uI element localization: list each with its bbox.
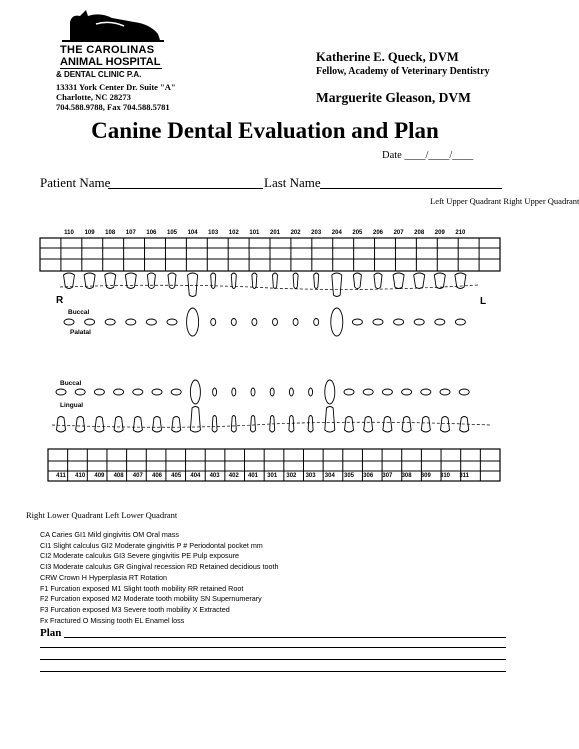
buccal-label-lower: Buccal [60,380,82,387]
lower-tooth-outline [133,417,142,433]
lower-tooth-outline [172,417,181,433]
lower-tooth-outline [383,417,392,433]
clinic-name-line3: & DENTAL CLINIC P.A. [56,70,142,79]
upper-occlusal-outline [187,308,199,336]
lower-occlusal-outline [421,389,431,395]
legend-line: Fx Fractured O Missing tooth EL Enamel loss [40,615,185,625]
upper-tooth-outline [374,273,382,289]
upper-occlusal-outline [331,308,343,336]
legend-line: CI1 Slight calculus GI2 Moderate gingivitis P # Periodontal pocket mm [40,540,263,550]
lower-occlusal-outline [171,389,181,395]
lower-tooth-number: 411 [56,473,66,479]
upper-tooth-outline [353,273,361,289]
upper-tooth-outline [125,273,136,289]
upper-tooth-number: 202 [290,230,301,236]
upper-occlusal-outline [373,319,383,325]
lower-tooth-number: 402 [228,473,239,479]
upper-tooth-number: 209 [434,230,445,236]
doctor-title-1: Fellow, Academy of Veterinary Dentistry [316,66,490,77]
plan-line[interactable] [40,671,506,672]
lower-occlusal-outline [459,389,469,395]
lower-tooth-number: 308 [401,473,412,479]
lower-tooth-number: 304 [324,473,335,479]
lower-tooth-number: 305 [343,473,354,479]
lower-occlusal-outline [344,389,354,395]
upper-tooth-number: 106 [146,230,157,236]
upper-tooth-outline [332,273,342,297]
lower-occlusal-outline [440,389,450,395]
upper-occlusal-outline [394,319,404,325]
legend-line: CI2 Moderate calculus GI3 Severe gingivitis PE Pulp exposure [40,551,239,561]
upper-tooth-number: 210 [455,230,466,236]
upper-occlusal-outline [435,319,445,325]
lower-tooth-outline [325,407,335,433]
legend-line: F2 Furcation exposed M2 Moderate tooth mobility SN Supernumerary [40,594,262,604]
upper-tooth-outline [434,273,445,289]
lower-occlusal-outline [190,380,200,404]
lower-occlusal-outline [402,389,412,395]
lingual-label: Lingual [60,402,84,409]
clinic-phone: 704.588.9788, Fax 704.588.5781 [56,102,170,112]
lower-occlusal-outline [289,388,293,396]
lower-tooth-outline [308,416,313,433]
upper-occlusal-outline [352,319,362,325]
upper-occlusal-outline [105,319,115,325]
lower-quadrant-labels: Right Lower Quadrant Left Lower Quadrant [26,510,178,520]
upper-tooth-number: 102 [228,230,239,236]
lower-tooth-outline [114,417,123,433]
upper-tooth-outline [314,273,319,289]
upper-tooth-outline [147,273,155,289]
upper-tooth-outline [188,273,198,297]
lower-occlusal-outline [75,389,85,395]
upper-tooth-outline [105,273,116,289]
upper-tooth-outline [168,273,176,289]
upper-tooth-number: 205 [352,230,363,236]
upper-tooth-number: 109 [84,230,95,236]
plan-line[interactable] [40,647,506,648]
upper-tooth-number: 107 [125,230,136,236]
upper-tooth-number: 204 [331,230,342,236]
lower-tooth-outline [364,417,373,433]
lower-tooth-outline [345,417,354,433]
upper-tooth-number: 104 [187,230,198,236]
upper-tooth-outline [273,273,278,289]
lower-tooth-number: 310 [439,473,450,479]
upper-occlusal-outline [273,319,278,326]
upper-occlusal-outline [414,319,424,325]
lower-tooth-outline [251,416,256,433]
lower-occlusal-outline [382,389,392,395]
upper-tooth-number: 108 [105,230,116,236]
upper-occlusal-outline [167,319,177,325]
legend-line: CRW Crown H Hyperplasia RT Rotation [40,572,168,582]
lower-tooth-number: 404 [190,473,201,479]
upper-occlusal-outline [314,319,319,326]
upper-tooth-outline [414,273,425,289]
upper-tooth-outline [393,273,404,289]
lower-tooth-number: 406 [151,473,162,479]
upper-tooth-number: 208 [414,230,425,236]
lower-occlusal-outline [251,388,255,396]
upper-occlusal-outline [126,319,136,325]
lower-tooth-outline [76,417,85,433]
legend-line: CA Caries GI1 Mild gingivitis OM Oral mass [40,530,179,539]
upper-occlusal-outline [293,319,298,326]
lower-tooth-outline [402,417,411,433]
lower-occlusal-outline [213,388,217,396]
lower-tooth-number: 301 [267,473,278,479]
clinic-name-line2: ANIMAL HOSPITAL [60,56,161,68]
plan-line[interactable] [64,637,506,638]
form-title: Canine Dental Evaluation and Plan [91,118,439,143]
upper-tooth-outline [211,273,216,289]
lower-occlusal-outline [56,389,66,395]
lower-occlusal-outline [325,380,335,404]
lower-occlusal-outline [270,388,274,396]
upper-quadrant-labels: Left Upper Quadrant Right Upper Quadrant [430,196,579,206]
lower-tooth-number: 309 [420,473,431,479]
clinic-address-city: Charlotte, NC 28273 [56,92,131,102]
upper-tooth-number: 103 [208,230,219,236]
upper-occlusal-outline [211,319,216,326]
lower-tooth-outline [190,407,200,433]
lower-tooth-number: 306 [363,473,374,479]
legend-line: F3 Furcation exposed M3 Severe tooth mobility X Extracted [40,604,230,614]
lower-occlusal-outline [363,389,373,395]
lower-tooth-number: 311 [459,473,470,479]
upper-occlusal-outline [64,319,74,325]
lower-occlusal-outline [152,389,162,395]
lower-tooth-outline [153,417,162,433]
lower-occlusal-outline [114,389,124,395]
upper-tooth-number: 203 [311,230,322,236]
lower-tooth-number: 303 [305,473,316,479]
upper-occlusal-outline [85,319,95,325]
doctor-name-1: Katherine E. Queck, DVM [316,50,459,64]
lower-tooth-number: 403 [209,473,220,479]
lower-tooth-number: 405 [171,473,182,479]
doctor-name-2: Marguerite Gleason, DVM [316,90,471,105]
lower-tooth-outline [57,417,66,433]
upper-occlusal-outline [252,319,257,326]
lower-occlusal-outline [232,388,236,396]
buccal-label-upper: Buccal [68,309,90,316]
lower-occlusal-outline [94,389,104,395]
upper-occlusal-outline [146,319,156,325]
lower-tooth-number: 307 [382,473,393,479]
left-side-marker: L [480,296,487,307]
lower-tooth-outline [95,417,104,433]
lower-occlusal-outline [133,389,143,395]
lower-tooth-outline [231,416,236,433]
lower-tooth-outline [441,417,450,433]
lower-tooth-outline [421,417,430,433]
upper-tooth-number: 207 [393,230,404,236]
lower-tooth-number: 302 [286,473,297,479]
upper-tooth-number: 101 [249,230,260,236]
upper-tooth-number: 206 [372,230,383,236]
palatal-label: Palatal [70,329,91,336]
patient-name-label: Patient Name [40,175,111,190]
upper-occlusal-outline [231,319,236,326]
upper-tooth-outline [64,273,75,289]
upper-occlusal-outline [455,319,465,325]
lower-occlusal-outline [309,388,313,396]
lower-tooth-number: 409 [94,473,105,479]
lower-tooth-number: 407 [132,473,143,479]
lower-gumline [52,422,490,427]
lower-tooth-outline [212,416,217,433]
last-name-label: Last Name [264,175,321,190]
upper-tooth-number: 110 [64,230,74,236]
clinic-address-street: 13331 York Center Dr. Suite "A" [56,82,176,92]
legend-line: CI3 Moderate calculus GR Gingival recession RD Retained decidious tooth [40,562,279,572]
right-side-marker: R [56,295,64,306]
upper-tooth-outline [293,273,298,289]
upper-tooth-number: 201 [269,230,280,236]
plan-line[interactable] [40,659,506,660]
clinic-name-line1: THE CAROLINAS [60,44,155,56]
lower-tooth-number: 401 [247,473,258,479]
lower-tooth-number: 408 [113,473,124,479]
lower-tooth-outline [289,416,294,433]
plan-label: Plan [40,627,62,639]
upper-tooth-number: 105 [166,230,177,236]
legend-line: F1 Furcation exposed M1 Slight tooth mobility RR retained Root [40,583,244,593]
lower-tooth-number: 410 [75,473,86,479]
date-field[interactable]: Date ____/____/____ [382,150,474,161]
upper-tooth-outline [252,273,257,289]
